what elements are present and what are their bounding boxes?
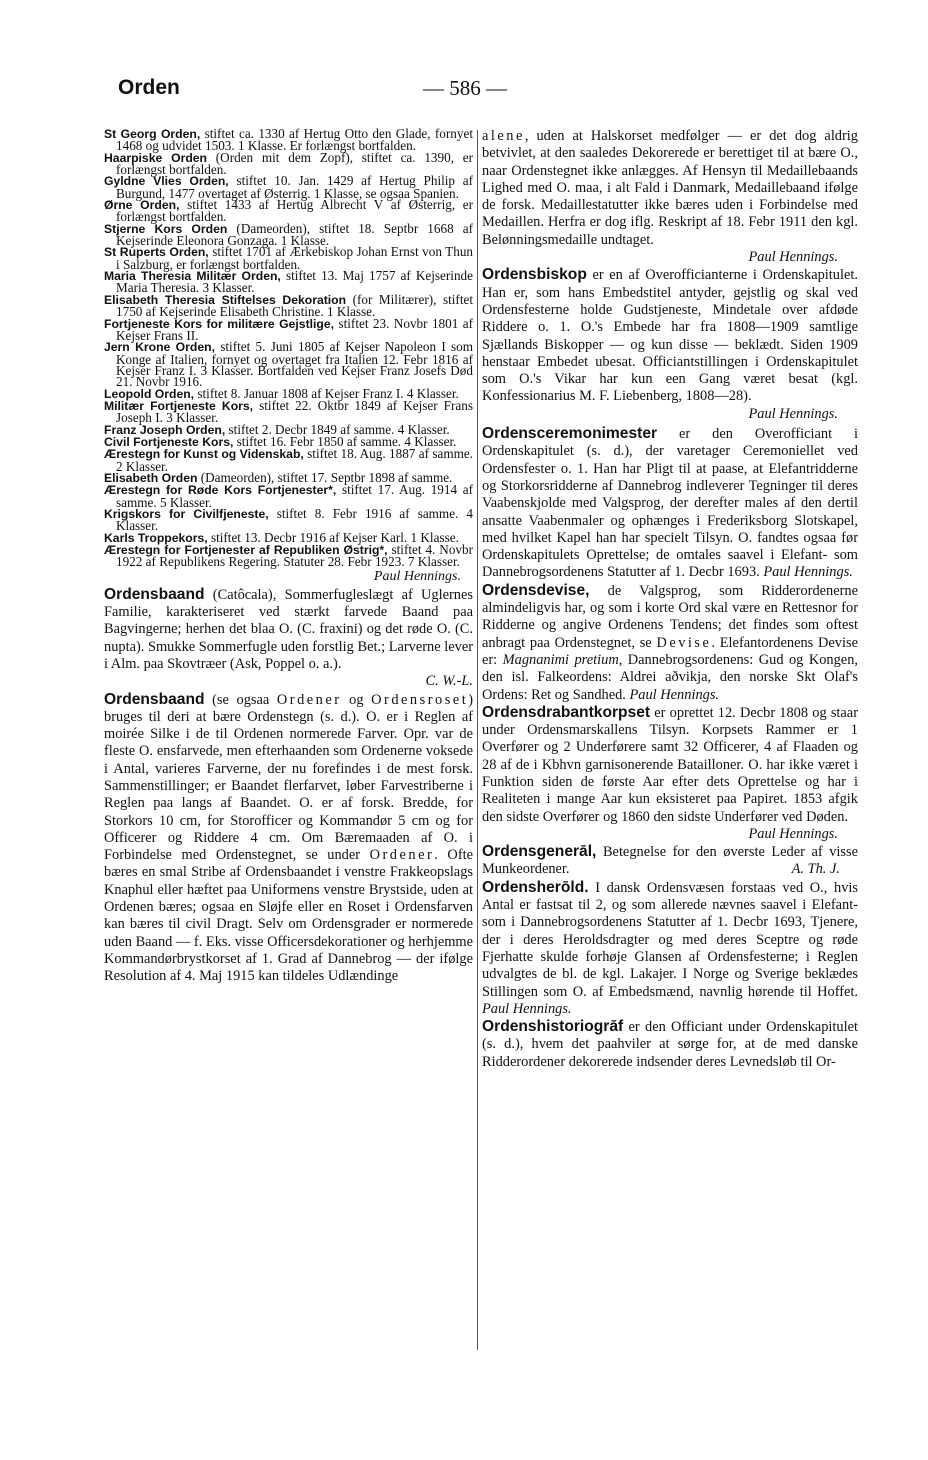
entry-continuation: alene, uden at Halskorset medfølger — er det dog aldrig betvivlet, at den saaledes Dekorerede er berettiget til at bære O., naar Ordenstegnet ikke anlægges. Af Hensyn til Medaillebaands Lighed med O. maa, i alt Fald i Danmark, Medaillebaand ifølge de forsk. Medaillestatutter ikke bæres uden i Forbindelse med Medaillen. Herfra er dog iflg. Reskript af 18. Febr 1911 den kgl. Belønningsmedaille undtaget.	[482, 128, 858, 248]
order-description: stiftet 23. Novbr 1801 af Kejser Frans II.	[116, 315, 473, 343]
order-description: (Dameorden), stiftet 17. Septbr 1898 af samme.	[200, 469, 453, 485]
order-entry	[104, 246, 473, 270]
order-entry	[104, 175, 473, 199]
entry-ordensherold: Ordensherōld. I dansk Ordensvæsen forstaas ved O., hvis Antal er fastsat til 2, og som allerede nævnes saavel i Elefant- som i Dannebrogsordenens Statutter af 1. Decbr 1693, Tjenere, der i deres Heroldsdragter og med deres Sceptre og røde Fjerhatte skulde forhøje Glansen af Ordensfesterne; i Reglen udvalgtes de bl. de kgl. Lakajer. I Norge og Sverige beklædes Stillingen som O. af Embedsmænd, navnlig hørende til Hoffet. Paul Hennings.	[482, 878, 858, 1017]
order-description: (for Militærer), stiftet 1750 af Kejserinde Elisabeth Christine. 1 Klasse.	[116, 291, 473, 320]
left-column	[104, 128, 473, 986]
order-name: St Georg Orden,	[104, 127, 201, 141]
entry-ordensbaand-butterfly: Ordensbaand (Catôcala), Sommerfugleslægt af Uglernes Familie, karakteriseret ved stærkt farvede Baand paa Bagvingerne; herhen det blaa O. (C. fraxini) og det røde O. (C. nupta). Smukke Sommerfugle uden forstlig Bet.; Larverne lever i Alm. paa Skovtræer (Ask, Poppel o. a.).	[104, 585, 473, 672]
order-name: St Ruperts Orden,	[104, 245, 209, 260]
running-head: Orden	[118, 76, 180, 99]
entry-ordensdevise: Ordensdevise, de Valgsprog, som Ridderordenerne almindeligvis har, og som i korte Ord skal være en Rettesnor for Ridderne og angive Ordenens Tendens; det findes som oftest anbragt paa Ordenstegnet, se Devise. Elefantordenens Devise er: Magnanimi pretium, Dannebrogsordenens: Gud og Kongen, den isl. Falkeordens: Aldrei aðvikja, den norske Skt Olaf's Ordens: Ret og Sandhed. Paul Hennings.	[482, 581, 858, 703]
order-name: Leopold Orden,	[104, 386, 195, 401]
signature: Paul Hennings.	[482, 1000, 572, 1017]
order-name: Maria Theresia Militær Orden,	[104, 269, 281, 284]
order-description: stiftet 8. Febr 1916 af samme. 4 Klasser.	[116, 506, 473, 534]
order-name: Militær Fortjeneste Kors,	[104, 398, 254, 413]
order-description: stiftet 4. Novbr 1922 af Republikens Regering. Statuter 28. Febr 1923. 7 Klasser.	[116, 542, 473, 570]
entry-ordenshistoriograf: Ordenshistoriogrāf er den Officiant under Ordenskapitulet (s. d.), hvem det paahviler at sørge for, at de med danske Ridderordener dekorerede indsender deres Levnedsløb til Or-	[482, 1018, 858, 1070]
cross-reference: Ordener	[276, 691, 342, 708]
order-name: Stjerne Kors Orden	[104, 221, 228, 236]
order-entry	[104, 315, 473, 343]
order-entry	[104, 339, 473, 390]
order-name: Krigskors for Civilfjeneste,	[104, 507, 269, 521]
order-entry	[104, 484, 473, 508]
order-entry	[104, 270, 473, 294]
headword: Ordensceremonimester	[482, 425, 658, 443]
order-name: Karls Troppekors,	[104, 530, 208, 545]
signature: C. W.-L.	[425, 673, 473, 690]
order-description: stiftet ca. 1330 af Hertug Otto den Glade, fornyet 1468 og udvidet 1503. 1 Klasse. Er forlængst bortfalden.	[116, 126, 473, 154]
order-name: Elisabeth Theresia Stiftelses Dekoration	[104, 292, 347, 307]
order-description: stiftet 13. Decbr 1916 af Kejser Karl. 1 Klasse.	[210, 529, 459, 545]
entry-ordensbiskop: Ordensbiskop er en af Overofficianterne i Ordenskapitulet. Han er, som hans Embedstitel antyder, gejstlig og skal ved Ordensfesterne holde Gudstjeneste, Mindetale over afdøde Riddere o. 1. O.'s Embede har fra 1808—1909 samtlige Sjællands Biskopper — og kun disse — beklædt. Siden 1909 henstaar Embedet ubesat. Officiantstillingen i Ordenskapitulet som O.'s Vikar har kun een Gang været besat (kgl. Konfessionarius M. F. Liebenberg, 1808—28).	[482, 266, 858, 405]
cross-reference: Ordener	[369, 847, 435, 864]
order-description: stiftet 10. Jan. 1429 af Hertug Philip af Burgund, 1477 overtaget af Østerrig. 1 Klasse, se ogsaa Spanien.	[116, 173, 474, 201]
order-name: Fortjeneste Kors for militære Gejstlige,	[104, 316, 335, 331]
headword: Ordensbaand	[104, 690, 205, 708]
right-column	[482, 128, 858, 1071]
headword: Ordensherōld.	[482, 878, 589, 896]
order-entry	[104, 448, 473, 472]
signature: Paul Hennings.	[763, 564, 853, 581]
order-description: stiftet 16. Febr 1850 af samme. 4 Klasser.	[236, 433, 457, 449]
order-name: Ørne Orden,	[104, 198, 180, 213]
signature: Paul Hennings.	[748, 405, 838, 422]
order-entry	[104, 397, 473, 426]
headword: Ordensbaand	[104, 585, 205, 603]
order-name: Jern Krone Orden,	[104, 340, 215, 355]
headword: Ordensgenerāl,	[482, 843, 597, 861]
signature: Paul Hennings.	[748, 249, 838, 266]
order-entry	[104, 544, 473, 568]
order-name: Ærestegn for Røde Kors Fortjenester*,	[104, 483, 337, 498]
signature: Paul Hennings.	[748, 825, 838, 842]
order-description: stiftet 1433 af Hertug Albrecht V af Østerrig, er forlængst bortfalden.	[116, 197, 474, 225]
order-entry	[104, 291, 473, 320]
headword: Ordensdevise,	[482, 581, 590, 599]
order-entry	[104, 220, 474, 249]
signature: A. Th. J.	[791, 861, 840, 878]
entry-ordensbaand: Ordensbaand (se ogsaa Ordener og Ordensroset) bruges til deri at bære Ordenstegn (s. d.). O. er i Reglen af moirée Silke i de til Ordenen normerede Farver. Opr. var de fleste O. ensfarvede, men efterhaanden som Ordenerne voksede i Antal, varieres Farverne, der nu forefindes i de mest forsk. Sammenstillinger; er Baandet flerfarvet, løber Farvestriberne i Reglen paa langs af Baandet. O. er af forsk. Bredde, for Storkors 10 cm, for Storofficer og Kommandør 5 cm og for Officerer og Riddere 4 cm. Om Bæremaaden af O. i Forbindelse med Ordenstegnet, se under Ordener. Ofte bæres en smal Stribe af Ordensbaandet i venstre Frakkeopslags Knaphul eller hæftet paa Uniformens venstre Brystside, uden at Ordenen bæres; ogsaa en Sløjfe eller en Roset i Ordensfarven kan bæres til civil Dragt. Selv om Ordensgrader er normerede uden Baand — f. Eks. visse Officersdekorationer og herhjemme Kommandørbrystkorset af 1. Grad af Dannebrog — der ifølge Resolution af 4. Maj 1915 kan tildeles Udlændinge	[104, 690, 473, 985]
headword: Ordensdrabantkorpset	[482, 703, 651, 721]
entry-ordensdrabantkorpset: Ordensdrabantkorpset er oprettet 12. Decbr 1808 og staar under Ordensmarskallens Tilsyn. Korpsets Rammer er 1 Overfører og 2 Underførere samt 32 Officerer, 4 af Flaaden og 28 af de i Kbhvn garnisonerende Batailloner. O. har ikke været i Funktion siden de første Aar efter dets Oprettelse og har i Realiteten i mange Aar kun eksisteret paa Papiret. 1853 afgik den sidste Overfører og 1860 den sidste Underfører ved Døden.	[482, 703, 858, 825]
signature: Paul Hennings.	[373, 568, 461, 584]
signature: Paul Hennings.	[629, 686, 720, 703]
order-name: Ærestegn for Kunst og Videnskab,	[104, 447, 304, 462]
entry-ordensceremonimester: Ordensceremonimester er den Overofficiant i Ordenskapitulet (s. d.), der varetager Ceremoniellet ved Ordensfester o. 1. Han har Pligt til at paase, at Elefantridderne og Storkorsridderne af Dannebrog indleverer Tegninger til deres Vaabenskjolde med Valgsprog, der derefter males af den dertil ansatte Vaabenmaler og ophænges i Frederiksborg Slotskapel, med hvilket Kapel han har specielt Tilsyn. O. fandtes ogsaa før Ordenskapitulets Oprettelse; de omtales saavel i Elefant- som Dannebrogsordenens Statutter af 1. Decbr 1693. Paul Hennings.	[482, 425, 858, 581]
order-entry	[104, 149, 474, 178]
order-description: stiftet 2. Decbr 1849 af samme. 4 Klasser.	[228, 421, 450, 437]
order-description: stiftet 5. Juni 1805 af Kejser Napoleon I som Konge af Italien, fornyet og overtaget fra Italien 12. Febr 1816 af Kejser Franz I. 3 Klasser. Bortfalden ved Kejser Franz Josefs Død 21. Novbr 1916.	[116, 339, 473, 390]
order-entry	[104, 199, 473, 223]
order-name: Gyldne Vlies Orden,	[104, 174, 229, 189]
order-name: Elisabeth Orden	[104, 470, 198, 485]
order-description: (Dameorden), stiftet 18. Septbr 1668 af Kejserinde Eleonora Gonzaga. 1 Klasse.	[116, 220, 474, 249]
order-description: stiftet 8. Januar 1808 af Kejser Franz I. 4 Klasser.	[197, 385, 459, 401]
order-description: stiftet 18. Aug. 1887 af samme. 2 Klasser.	[116, 446, 474, 474]
order-name: Franz Joseph Orden,	[104, 422, 226, 437]
entry-ordensgeneral: Ordensgenerāl, Betegnelse for den øverste Leder af visse Munkeordener. A. Th. J.	[482, 843, 858, 878]
order-entry	[104, 508, 473, 532]
order-description: (Orden mit dem Zopf), stiftet ca. 1390, er forlængst bortfalden.	[116, 149, 474, 178]
spaced-word: alene	[482, 128, 525, 144]
cross-reference: Ordensroset	[371, 691, 469, 708]
column-rule	[477, 130, 478, 1350]
order-list	[104, 128, 473, 568]
order-description: stiftet 1701 af Ærkebiskop Johan Ernst von Thun i Salzburg, er forlængst bortfalden.	[116, 244, 474, 272]
headword: Ordensbiskop	[482, 266, 587, 284]
order-description: stiftet 17. Aug. 1914 af samme. 5 Klasser.	[116, 482, 473, 510]
order-description: stiftet 13. Maj 1757 af Kejserinde Maria Theresia. 3 Klasser.	[116, 268, 474, 296]
cross-reference: Devise	[656, 634, 712, 651]
headword: Ordenshistoriogrāf	[482, 1018, 624, 1036]
page-number: — 586 —	[423, 76, 507, 100]
order-description: stiftet 22. Oktbr 1849 af Kejser Frans Joseph I. 3 Klasser.	[116, 397, 473, 426]
order-name: Ærestegn for Fortjenester af Republiken Østrig*,	[104, 543, 388, 558]
order-name: Civil Fortjeneste Kors,	[104, 434, 234, 449]
order-name: Haarpiske Orden	[104, 150, 208, 165]
page-header	[118, 76, 858, 108]
order-entry	[104, 128, 473, 152]
motto: Magnanimi pretium,	[502, 651, 623, 668]
